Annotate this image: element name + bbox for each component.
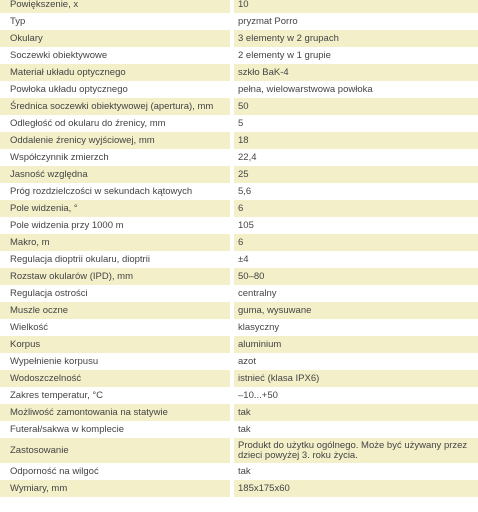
spec-label: Zastosowanie <box>0 438 232 463</box>
spec-value: ±4 <box>232 251 478 268</box>
table-row <box>0 64 478 81</box>
spec-label: Typ <box>0 13 232 30</box>
table-row <box>0 353 478 370</box>
spec-label: Materiał układu optycznego <box>0 64 232 81</box>
spec-label: Zakres temperatur, °C <box>0 387 232 404</box>
spec-value: 10 <box>232 0 478 13</box>
table-row <box>0 217 478 234</box>
spec-label: Wypełnienie korpusu <box>0 353 232 370</box>
spec-value: 25 <box>232 166 478 183</box>
spec-label: Regulacja ostrości <box>0 285 232 302</box>
spec-label: Współczynnik zmierzch <box>0 149 232 166</box>
spec-label: Próg rozdzielczości w sekundach kątowych <box>0 183 232 200</box>
spec-label: Rozstaw okularów (IPD), mm <box>0 268 232 285</box>
table-row <box>0 132 478 149</box>
spec-label: Wielkość <box>0 319 232 336</box>
spec-value: 105 <box>232 217 478 234</box>
spec-value: 22,4 <box>232 149 478 166</box>
table-row <box>0 98 478 115</box>
spec-value: 5,6 <box>232 183 478 200</box>
table-row <box>0 285 478 302</box>
spec-value: szkło BaK-4 <box>232 64 478 81</box>
spec-label: Wymiary, mm <box>0 480 232 497</box>
spec-label: Pole widzenia przy 1000 m <box>0 217 232 234</box>
spec-label: Makro, m <box>0 234 232 251</box>
spec-label: Okulary <box>0 30 232 47</box>
table-row <box>0 421 478 438</box>
table-row <box>0 30 478 47</box>
spec-label: Regulacja dioptrii okularu, dioptrii <box>0 251 232 268</box>
table-row <box>0 149 478 166</box>
spec-value: guma, wysuwane <box>232 302 478 319</box>
spec-value: aluminium <box>232 336 478 353</box>
spec-label: Wodoszczelność <box>0 370 232 387</box>
table-row <box>0 463 478 480</box>
spec-value: istnieć (klasa IPX6) <box>232 370 478 387</box>
table-row <box>0 166 478 183</box>
spec-value: pełna, wielowarstwowa powłoka <box>232 81 478 98</box>
table-row <box>0 0 478 13</box>
spec-value: 50 <box>232 98 478 115</box>
table-row <box>0 387 478 404</box>
table-row <box>0 438 478 463</box>
table-row <box>0 370 478 387</box>
table-row <box>0 336 478 353</box>
table-row <box>0 251 478 268</box>
spec-value: 18 <box>232 132 478 149</box>
spec-label: Odległość od okularu do źrenicy, mm <box>0 115 232 132</box>
spec-value: tak <box>232 404 478 421</box>
spec-value: 2 elementy w 1 grupie <box>232 47 478 64</box>
spec-label: Odporność na wilgoć <box>0 463 232 480</box>
spec-label: Możliwość zamontowania na statywie <box>0 404 232 421</box>
spec-label: Muszle oczne <box>0 302 232 319</box>
table-row <box>0 268 478 285</box>
table-row <box>0 183 478 200</box>
table-row <box>0 13 478 30</box>
spec-value: pryzmat Porro <box>232 13 478 30</box>
table-row <box>0 319 478 336</box>
table-row <box>0 47 478 64</box>
spec-label: Jasność względna <box>0 166 232 183</box>
spec-value: centralny <box>232 285 478 302</box>
table-row <box>0 115 478 132</box>
spec-value: 50–80 <box>232 268 478 285</box>
spec-value: 5 <box>232 115 478 132</box>
spec-value: 6 <box>232 200 478 217</box>
spec-label: Futerał/sakwa w komplecie <box>0 421 232 438</box>
spec-value: 3 elementy w 2 grupach <box>232 30 478 47</box>
spec-value: 185x175x60 <box>232 480 478 497</box>
spec-label: Korpus <box>0 336 232 353</box>
spec-value: tak <box>232 421 478 438</box>
spec-label: Powłoka układu optycznego <box>0 81 232 98</box>
table-row <box>0 404 478 421</box>
table-row <box>0 480 478 497</box>
spec-value: tak <box>232 463 478 480</box>
spec-label: Pole widzenia, ° <box>0 200 232 217</box>
spec-label: Soczewki obiektywowe <box>0 47 232 64</box>
table-row <box>0 81 478 98</box>
spec-value: azot <box>232 353 478 370</box>
spec-value: –10...+50 <box>232 387 478 404</box>
spec-value: klasyczny <box>232 319 478 336</box>
table-row <box>0 302 478 319</box>
spec-value: Produkt do użytku ogólnego. Może być używany przez dzieci powyżej 3. roku życia. <box>232 438 478 463</box>
spec-label: Oddalenie źrenicy wyjściowej, mm <box>0 132 232 149</box>
spec-value: 6 <box>232 234 478 251</box>
table-row <box>0 234 478 251</box>
spec-label: Średnica soczewki obiektywowej (apertura), mm <box>0 98 232 115</box>
spec-label: Powiększenie, x <box>0 0 232 13</box>
table-row <box>0 200 478 217</box>
